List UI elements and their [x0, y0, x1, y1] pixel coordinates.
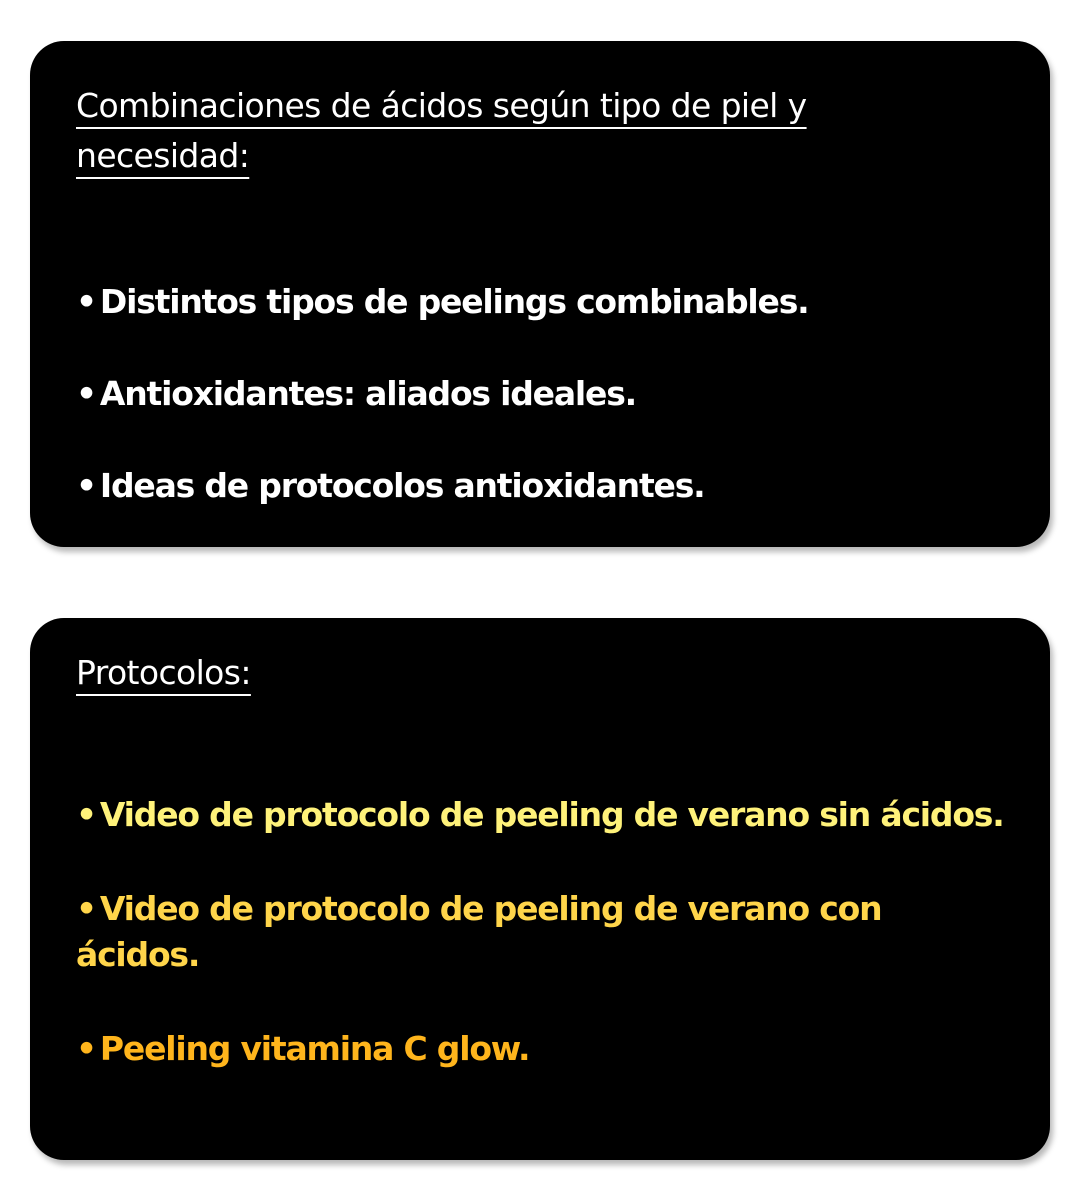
- acid-combinations-heading: Combinaciones de ácidos según tipo de piel y necesidad:: [76, 86, 807, 175]
- bullet-icon: •: [76, 374, 96, 413]
- list-item: • Peeling vitamina C glow.: [76, 1029, 530, 1068]
- list-item: • Antioxidantes: aliados ideales.: [76, 374, 637, 413]
- list-item: • Video de protocolo de peeling de verano sin ácidos.: [76, 795, 1004, 834]
- list-item: • Video de protocolo de peeling de verano con ácidos.: [76, 889, 882, 974]
- acid-combinations-card: [30, 41, 1050, 547]
- protocols-heading: Protocolos:: [76, 653, 251, 692]
- bullet-icon: •: [76, 1029, 96, 1068]
- list-item: • Distintos tipos de peelings combinables.: [76, 282, 809, 321]
- protocols-list: [76, 792, 1010, 1072]
- list-item: • Ideas de protocolos antioxidantes.: [76, 466, 705, 505]
- bullet-icon: •: [76, 282, 96, 321]
- bullet-icon: •: [76, 795, 96, 834]
- acid-combinations-list: [76, 279, 1010, 509]
- protocols-card: [30, 618, 1050, 1160]
- bullet-icon: •: [76, 889, 96, 928]
- bullet-icon: •: [76, 466, 96, 505]
